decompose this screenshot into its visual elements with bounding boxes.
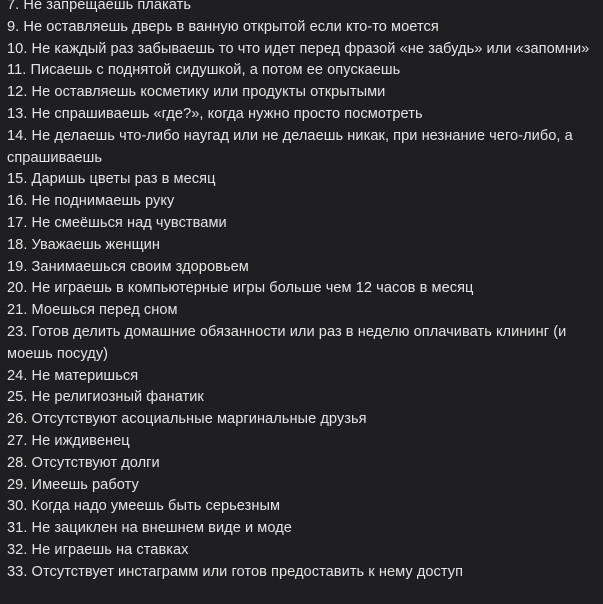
list-item: 23. Готов делить домашние обязанности или раз в неделю оплачивать клининг (и моешь посуду) [7,323,567,362]
list-item: 32. Не играешь на ставках [7,541,189,558]
list-item: 28. Отсутствуют долги [7,454,160,471]
list-item: 26. Отсутствуют асоциальные маргинальные друзья [7,411,367,428]
list-item: 15. Даришь цветы раз в месяц [7,171,216,188]
list-item: 31. Не зациклен на внешнем виде и моде [7,520,292,537]
list-item: 24. Не материшься [7,367,139,384]
list-item: 13. Не спрашиваешь «где?», когда нужно просто посмотреть [7,105,423,122]
list-item: 21. Моешься перед сном [7,302,178,319]
list-item: 33. Отсутствует инстаграмм или готов предоставить к нему доступ [7,563,464,580]
list-item: 19. Занимаешься своим здоровьем [7,258,249,275]
list-item: 9. Не оставляешь дверь в ванную открытой если кто-то моется [7,18,439,35]
list-item: 30. Когда надо умеешь быть серьезным [7,498,281,515]
list-item: 25. Не религиозный фанатик [7,389,204,406]
list-item: 20. Не играешь в компьютерные игры больше чем 12 часов в месяц [7,280,474,297]
list-item: 27. Не иждивенец [7,432,130,449]
list-item: 12. Не оставляешь косметику или продукты открытыми [7,84,386,101]
list-item: 29. Имеешь работу [7,476,139,493]
list-item: 16. Не поднимаешь руку [7,193,175,210]
list-item: 17. Не смеёшься над чувствами [7,214,227,231]
list-item: 10. Не каждый раз забываешь то что идет перед фразой «не забудь» или «запомни» [7,40,590,57]
list-item: 7. Не запрещаешь плакать [7,0,192,13]
list-item: 14. Не делаешь что-либо наугад или не делаешь никак, при незнание чего-либо, а спрашиваешь [7,127,573,166]
list-item: 11. Писаешь с поднятой сидушкой, а потом ее опускаешь [7,62,401,79]
list-item: 18. Уважаешь женщин [7,236,160,253]
